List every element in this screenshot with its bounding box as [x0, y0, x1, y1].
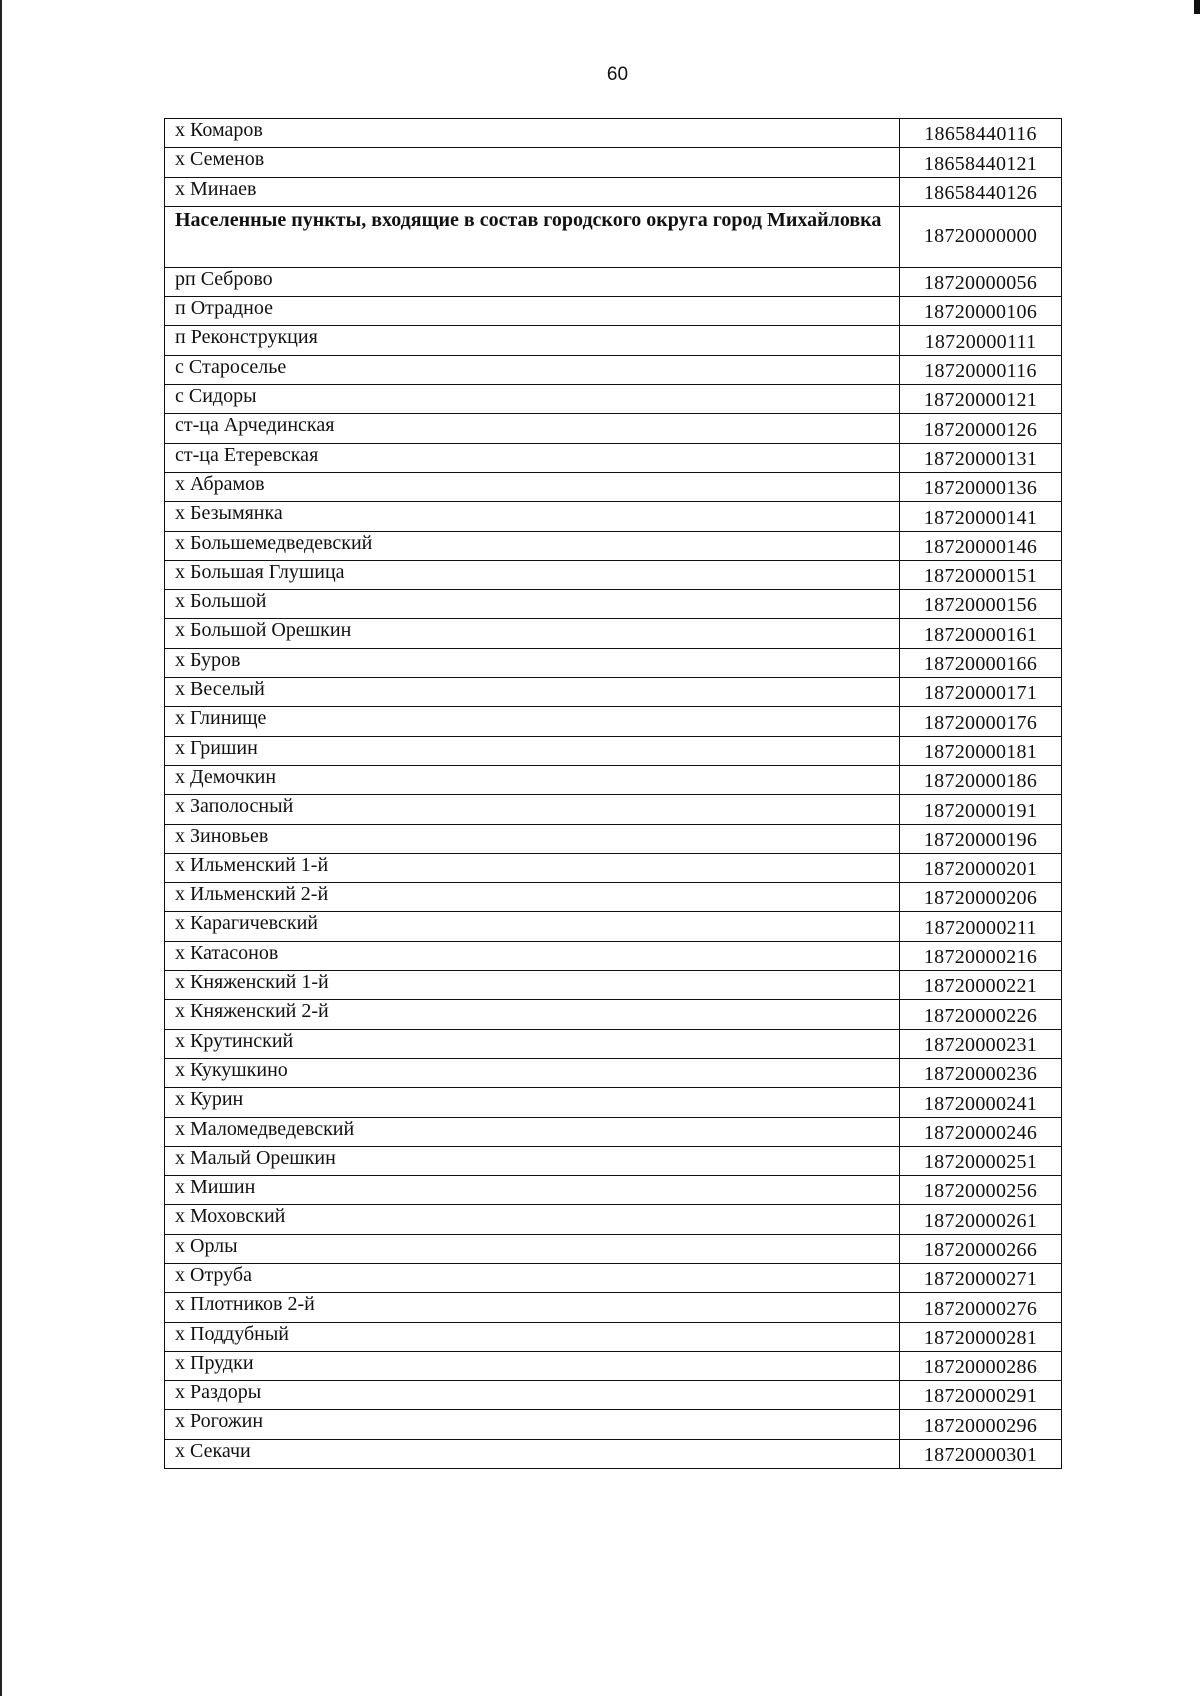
settlement-name: х Глинище: [165, 707, 900, 736]
table-row: [165, 1176, 1062, 1205]
settlement-name: х Курин: [165, 1088, 900, 1117]
settlement-name: х Минаев: [165, 177, 900, 206]
settlement-name: х Буров: [165, 648, 900, 677]
scan-edge-left: [0, 0, 2, 1696]
table-row: [165, 1000, 1062, 1029]
table-row: [165, 765, 1062, 794]
settlement-name: х Большой: [165, 590, 900, 619]
table-row: [165, 267, 1062, 296]
table-row: [165, 883, 1062, 912]
settlement-name: с Староселье: [165, 355, 900, 384]
table-row: [165, 414, 1062, 443]
settlement-code: 18720000186: [900, 765, 1062, 794]
settlement-code: 18720000266: [900, 1234, 1062, 1263]
table-row: [165, 1205, 1062, 1234]
settlement-code: 18720000251: [900, 1146, 1062, 1175]
settlement-code: 18720000256: [900, 1176, 1062, 1205]
table-row: [165, 824, 1062, 853]
settlement-name: х Ильменский 1-й: [165, 853, 900, 882]
table-body: [165, 119, 1062, 1469]
table-row: [165, 326, 1062, 355]
settlement-code: 18720000246: [900, 1117, 1062, 1146]
settlement-name: х Карагичевский: [165, 912, 900, 941]
table-row: [165, 707, 1062, 736]
settlement-code: 18720000161: [900, 619, 1062, 648]
table-row: [165, 648, 1062, 677]
table-row: [165, 1351, 1062, 1380]
settlement-name: х Абрамов: [165, 472, 900, 501]
settlement-code: 18720000181: [900, 736, 1062, 765]
settlement-name: х Веселый: [165, 678, 900, 707]
table-row: [165, 355, 1062, 384]
settlement-code: 18720000261: [900, 1205, 1062, 1234]
table-row: [165, 531, 1062, 560]
table-row: [165, 941, 1062, 970]
settlement-name: х Семенов: [165, 148, 900, 177]
settlement-code: 18720000201: [900, 853, 1062, 882]
settlement-code: 18720000231: [900, 1029, 1062, 1058]
settlement-name: х Княженский 2-й: [165, 1000, 900, 1029]
settlement-name: х Поддубный: [165, 1322, 900, 1351]
settlement-name: х Большой Орешкин: [165, 619, 900, 648]
settlement-code: 18720000136: [900, 472, 1062, 501]
settlement-code: 18720000116: [900, 355, 1062, 384]
settlement-code: 18720000236: [900, 1058, 1062, 1087]
settlement-name: х Гришин: [165, 736, 900, 765]
table-row: [165, 1439, 1062, 1468]
table-row: [165, 736, 1062, 765]
table-row: [165, 619, 1062, 648]
settlement-name: х Мишин: [165, 1176, 900, 1205]
settlement-code: 18658440126: [900, 177, 1062, 206]
table-row: [165, 560, 1062, 589]
settlement-code: 18720000291: [900, 1381, 1062, 1410]
table-row: [165, 971, 1062, 1000]
settlement-code: 18720000196: [900, 824, 1062, 853]
settlement-code: 18720000141: [900, 502, 1062, 531]
settlements-table: [164, 118, 1062, 1469]
settlement-code: 18720000226: [900, 1000, 1062, 1029]
settlement-code: 18720000000: [900, 206, 1062, 267]
table-heading-row: [165, 206, 1062, 267]
table-row: [165, 1381, 1062, 1410]
settlement-name: х Комаров: [165, 119, 900, 148]
table-row: [165, 1146, 1062, 1175]
settlement-code: 18720000151: [900, 560, 1062, 589]
settlement-code: 18720000111: [900, 326, 1062, 355]
settlement-name: п Реконструкция: [165, 326, 900, 355]
settlement-name: х Большая Глушица: [165, 560, 900, 589]
table-row: [165, 1088, 1062, 1117]
table-row: [165, 1234, 1062, 1263]
settlement-code: 18720000166: [900, 648, 1062, 677]
settlement-name: с Сидоры: [165, 385, 900, 414]
settlement-name: х Плотников 2-й: [165, 1293, 900, 1322]
settlement-code: 18720000276: [900, 1293, 1062, 1322]
table-row: [165, 1058, 1062, 1087]
settlement-name: х Прудки: [165, 1351, 900, 1380]
page-number: 60: [606, 64, 629, 85]
settlement-code: 18720000271: [900, 1263, 1062, 1292]
settlement-code: 18720000121: [900, 385, 1062, 414]
table-row: [165, 1293, 1062, 1322]
settlement-code: 18720000241: [900, 1088, 1062, 1117]
settlement-name: х Малый Орешкин: [165, 1146, 900, 1175]
settlement-name: х Княженский 1-й: [165, 971, 900, 1000]
settlement-name: х Ильменский 2-й: [165, 883, 900, 912]
settlement-code: 18720000156: [900, 590, 1062, 619]
scan-mark: [1194, 0, 1200, 14]
settlement-code: 18720000191: [900, 795, 1062, 824]
settlement-name: х Моховский: [165, 1205, 900, 1234]
settlement-name: ст-ца Етеревская: [165, 443, 900, 472]
settlement-name: х Заполосный: [165, 795, 900, 824]
settlement-code: 18720000216: [900, 941, 1062, 970]
table-row: [165, 795, 1062, 824]
settlement-name: х Зиновьев: [165, 824, 900, 853]
settlement-name: х Рогожин: [165, 1410, 900, 1439]
settlement-code: 18720000301: [900, 1439, 1062, 1468]
settlement-name: рп Себрово: [165, 267, 900, 296]
table-row: [165, 297, 1062, 326]
table-row: [165, 1029, 1062, 1058]
settlement-name: х Катасонов: [165, 941, 900, 970]
settlement-name: х Кукушкино: [165, 1058, 900, 1087]
table-row: [165, 912, 1062, 941]
settlement-name: х Отруба: [165, 1263, 900, 1292]
settlement-name: х Безымянка: [165, 502, 900, 531]
table-row: [165, 1263, 1062, 1292]
table-row: [165, 443, 1062, 472]
table-row: [165, 678, 1062, 707]
settlement-code: 18658440116: [900, 119, 1062, 148]
table-row: [165, 177, 1062, 206]
table-row: [165, 1410, 1062, 1439]
settlement-code: 18658440121: [900, 148, 1062, 177]
settlement-code: 18720000106: [900, 297, 1062, 326]
table-row: [165, 148, 1062, 177]
settlement-name: х Большемедведевский: [165, 531, 900, 560]
settlement-name: Населенные пункты, входящие в состав городского округа город Михайловка: [165, 206, 900, 267]
table-row: [165, 853, 1062, 882]
table-row: [165, 119, 1062, 148]
table-row: [165, 502, 1062, 531]
settlement-code: 18720000171: [900, 678, 1062, 707]
settlement-name: х Раздоры: [165, 1381, 900, 1410]
settlement-code: 18720000206: [900, 883, 1062, 912]
settlement-name: ст-ца Арчединская: [165, 414, 900, 443]
settlement-code: 18720000146: [900, 531, 1062, 560]
settlement-name: х Крутинский: [165, 1029, 900, 1058]
settlement-code: 18720000211: [900, 912, 1062, 941]
settlement-name: х Маломедведевский: [165, 1117, 900, 1146]
table-row: [165, 472, 1062, 501]
settlement-name: х Орлы: [165, 1234, 900, 1263]
table-row: [165, 590, 1062, 619]
settlement-name: п Отрадное: [165, 297, 900, 326]
settlement-name: х Секачи: [165, 1439, 900, 1468]
settlement-code: 18720000286: [900, 1351, 1062, 1380]
settlement-code: 18720000281: [900, 1322, 1062, 1351]
settlement-code: 18720000176: [900, 707, 1062, 736]
settlement-code: 18720000131: [900, 443, 1062, 472]
settlement-code: 18720000221: [900, 971, 1062, 1000]
settlement-code: 18720000296: [900, 1410, 1062, 1439]
table-row: [165, 1117, 1062, 1146]
table-row: [165, 1322, 1062, 1351]
table-row: [165, 385, 1062, 414]
settlement-code: 18720000056: [900, 267, 1062, 296]
settlement-code: 18720000126: [900, 414, 1062, 443]
settlement-name: х Демочкин: [165, 765, 900, 794]
